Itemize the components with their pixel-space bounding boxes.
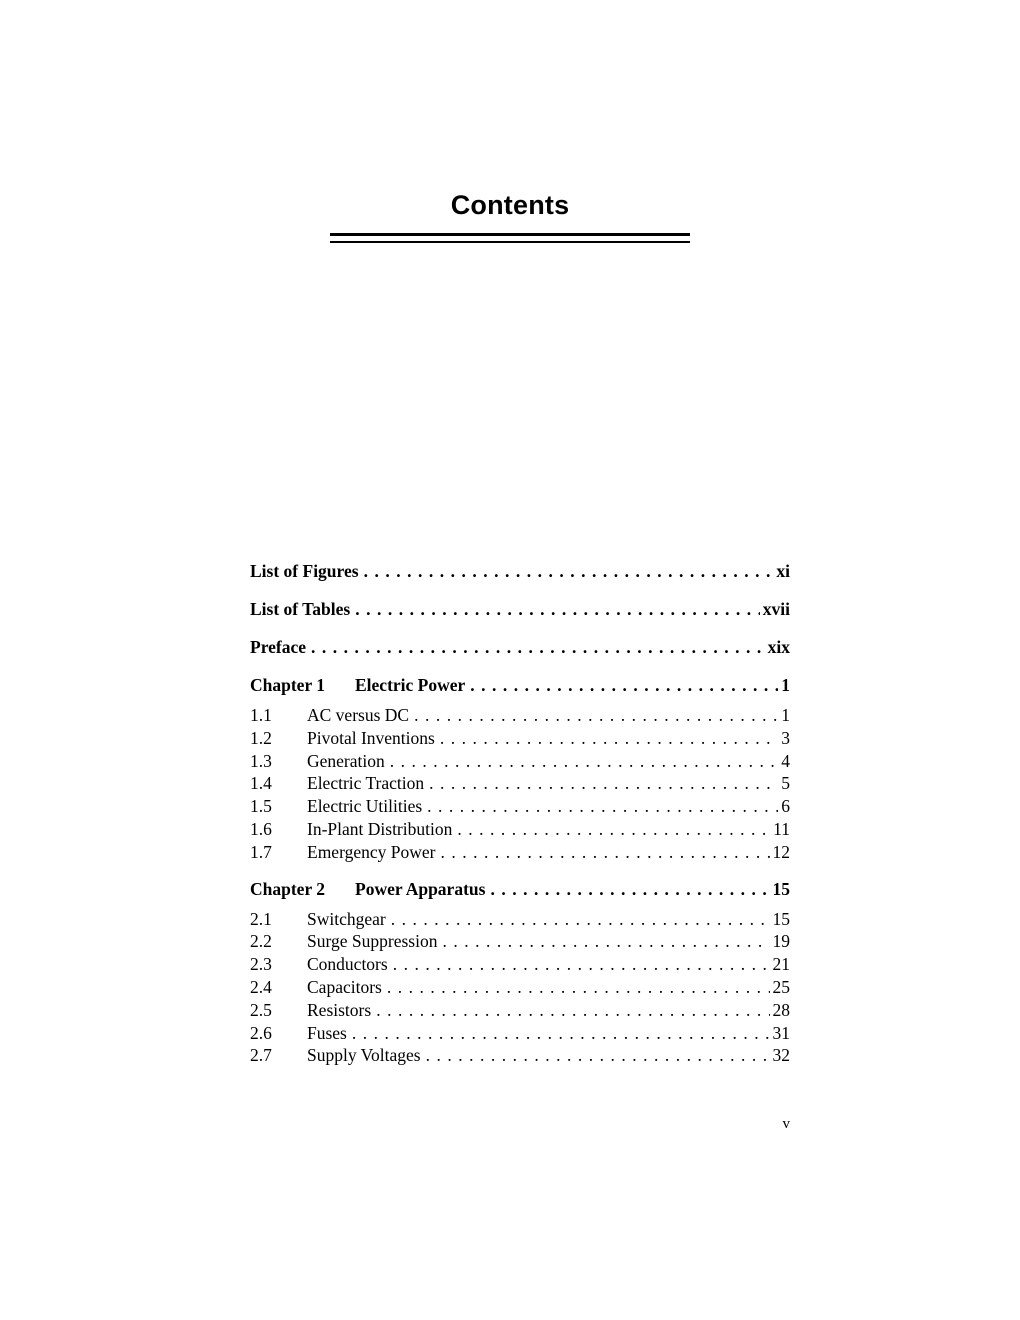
section-title: Pivotal Inventions	[307, 727, 435, 748]
section-page: 5	[781, 773, 790, 794]
toc-section-2-4	[250, 977, 790, 1000]
dot-leader	[427, 796, 778, 817]
section-number: 2.6	[250, 1022, 272, 1043]
section-number: 1.4	[250, 773, 272, 794]
section-title: Conductors	[307, 954, 388, 975]
chapter-number: Chapter 2	[250, 878, 326, 899]
dot-leader	[490, 879, 769, 900]
section-page: 3	[781, 727, 790, 748]
section-number: 1.6	[250, 818, 272, 839]
section-title: Electric Traction	[307, 773, 425, 794]
toc-section-1-1	[250, 705, 790, 728]
dot-leader	[470, 675, 778, 696]
section-number: 2.1	[250, 908, 272, 929]
section-page: 6	[781, 796, 790, 817]
toc-chapter-2	[250, 879, 790, 903]
toc-section-1-2	[250, 728, 790, 751]
section-number: 1.7	[250, 841, 272, 862]
section-title: Capacitors	[307, 976, 382, 997]
section-number: 2.5	[250, 999, 272, 1020]
toc-section-2-6	[250, 1023, 790, 1046]
entry-label: List of Tables	[250, 599, 351, 619]
toc-section-1-4	[250, 773, 790, 796]
chapter-title: Power Apparatus	[355, 878, 486, 899]
section-number: 1.3	[250, 750, 272, 771]
section-title: Generation	[307, 750, 385, 771]
toc-section-2-1	[250, 909, 790, 932]
section-page: 15	[772, 908, 790, 929]
chapter-number: Chapter 1	[250, 675, 326, 695]
dot-leader	[376, 1000, 769, 1021]
toc-section-1-7	[250, 842, 790, 865]
section-number: 1.1	[250, 705, 272, 725]
toc-chapter-1	[250, 675, 790, 699]
section-title: Electric Utilities	[307, 796, 423, 817]
chapter-page: 15	[772, 878, 790, 899]
section-title: Switchgear	[307, 908, 386, 929]
section-title: In-Plant Distribution	[307, 818, 453, 839]
entry-page: xix	[767, 637, 790, 657]
toc-section-1-3	[250, 751, 790, 774]
dot-leader	[414, 705, 778, 726]
dot-leader	[391, 909, 770, 930]
section-title: Surge Suppression	[307, 931, 438, 952]
dot-leader	[442, 931, 769, 952]
section-page: 12	[772, 841, 790, 862]
section-number: 2.7	[250, 1045, 272, 1066]
chapter-title: Electric Power	[355, 675, 466, 695]
dot-leader	[352, 1023, 770, 1044]
toc-section-2-3	[250, 954, 790, 977]
section-page: 11	[773, 818, 790, 839]
section-page: 31	[772, 1022, 790, 1043]
section-number: 1.2	[250, 727, 272, 748]
dot-leader	[387, 977, 770, 998]
section-number: 2.4	[250, 976, 272, 997]
entry-label: Preface	[250, 637, 307, 657]
dot-leader	[440, 842, 769, 863]
entry-page: xvii	[762, 599, 790, 619]
entry-label: List of Figures	[250, 561, 359, 581]
section-title: AC versus DC	[307, 705, 410, 725]
chapter-page: 1	[781, 675, 790, 695]
title-rule	[330, 233, 690, 243]
page-title: Contents	[450, 190, 570, 220]
section-number: 2.2	[250, 931, 272, 952]
section-page: 1	[781, 705, 790, 725]
toc-entry-preface	[250, 637, 790, 661]
toc-section-1-6	[250, 819, 790, 842]
dot-leader	[440, 728, 778, 749]
toc-entry-list-of-tables	[250, 599, 790, 623]
dot-leader	[390, 751, 779, 772]
section-page: 25	[772, 976, 790, 997]
toc-section-1-5	[250, 796, 790, 819]
dot-leader	[426, 1045, 770, 1066]
section-page: 21	[772, 954, 790, 975]
section-title: Fuses	[307, 1022, 347, 1043]
section-page: 4	[781, 750, 790, 771]
section-page: 32	[772, 1045, 790, 1066]
section-title: Resistors	[307, 999, 372, 1020]
section-title: Supply Voltages	[307, 1045, 421, 1066]
section-number: 1.5	[250, 796, 272, 817]
dot-leader	[457, 819, 770, 840]
section-number: 2.3	[250, 954, 272, 975]
dot-leader	[364, 561, 774, 582]
toc-section-2-7	[250, 1045, 790, 1068]
page-number: v	[782, 1116, 790, 1132]
dot-leader	[393, 954, 770, 975]
section-page: 19	[772, 931, 790, 952]
section-page: 28	[772, 999, 790, 1020]
toc-section-2-2	[250, 931, 790, 954]
dot-leader	[311, 637, 765, 658]
dot-leader	[429, 773, 778, 794]
dot-leader	[355, 599, 760, 620]
toc-list	[250, 561, 790, 1068]
toc-section-2-5	[250, 1000, 790, 1023]
entry-page: xi	[776, 561, 790, 581]
section-title: Emergency Power	[307, 841, 436, 862]
toc-entry-list-of-figures	[250, 561, 790, 585]
